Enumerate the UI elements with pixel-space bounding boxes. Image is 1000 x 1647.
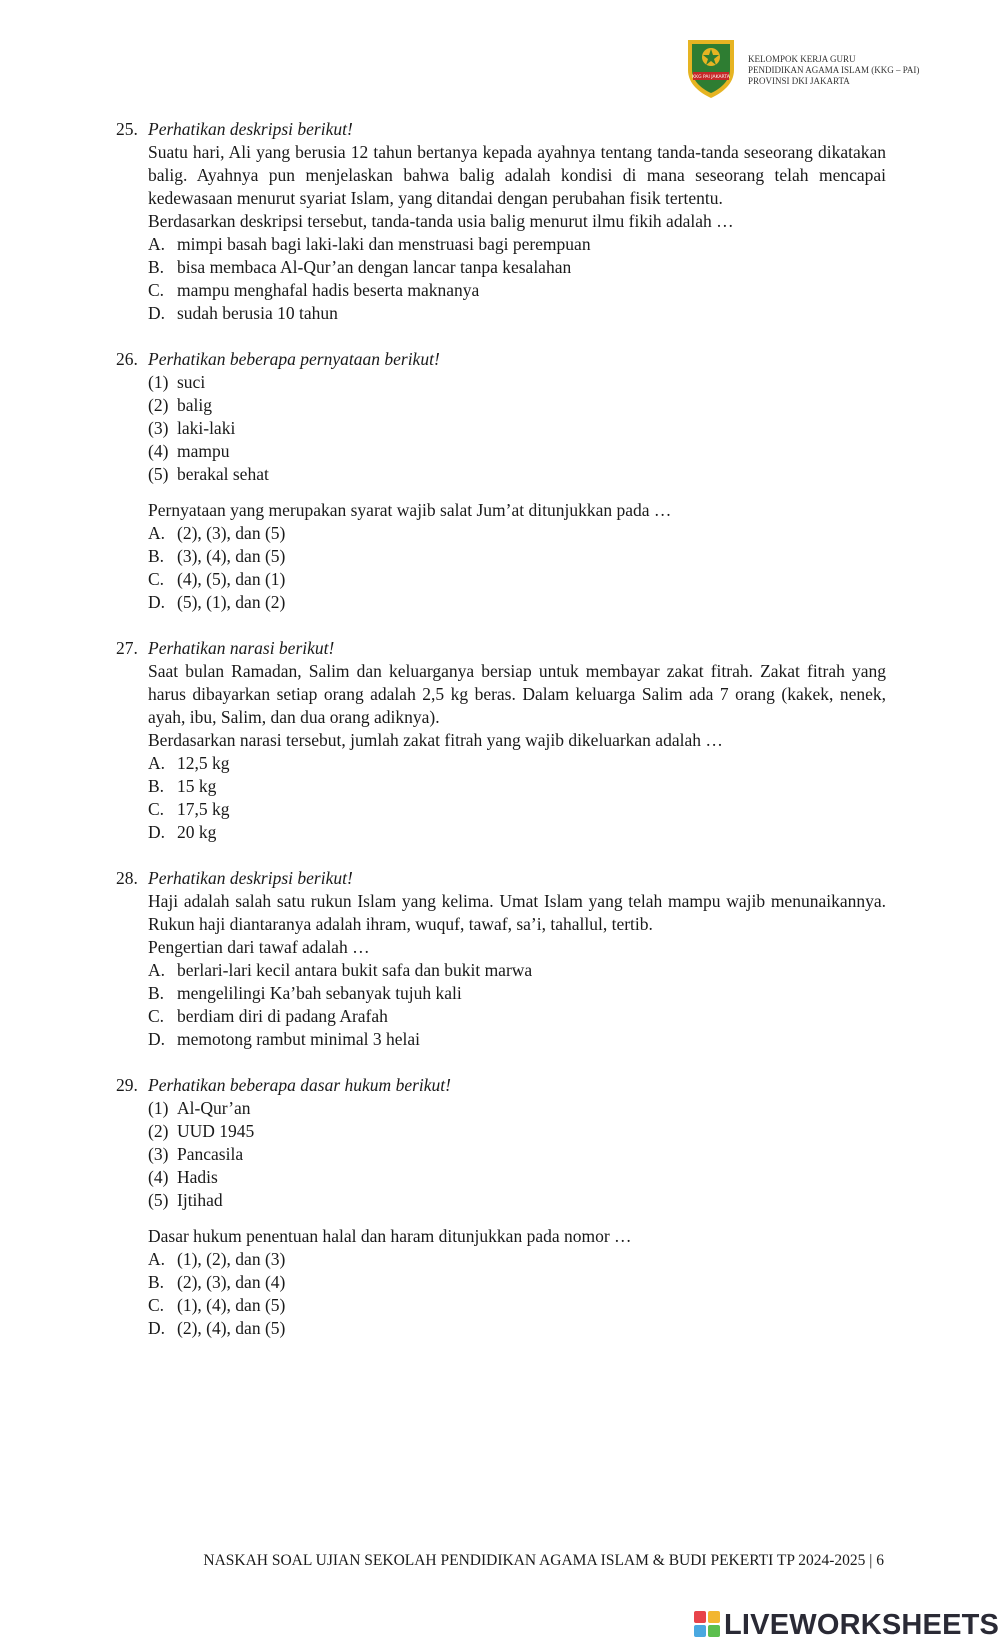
- statement-text: berakal sehat: [177, 464, 269, 484]
- statement-3: [148, 417, 886, 440]
- option-a[interactable]: [148, 1248, 886, 1271]
- statement-text: Ijtihad: [177, 1190, 223, 1210]
- option-text: mengelilingi Ka’bah sebanyak tujuh kali: [177, 983, 462, 1003]
- option-b[interactable]: [148, 256, 886, 279]
- statement-number: (4): [148, 441, 169, 461]
- header-line-3: PROVINSI DKI JAKARTA: [748, 76, 850, 86]
- option-letter: D.: [148, 822, 166, 842]
- document-header: [684, 36, 984, 102]
- statement-text: mampu: [177, 441, 230, 461]
- header-line-2: PENDIDIKAN AGAMA ISLAM (KKG – PAI): [748, 65, 920, 75]
- logo-text: KKG PAI JAKARTA: [692, 75, 730, 80]
- option-letter: A.: [148, 960, 166, 980]
- question-header: [116, 348, 886, 371]
- option-c[interactable]: [148, 1294, 886, 1317]
- statement-number: (2): [148, 395, 169, 415]
- option-text: 12,5 kg: [177, 753, 230, 773]
- option-d[interactable]: [148, 1317, 886, 1340]
- option-text: (5), (1), dan (2): [177, 592, 286, 612]
- page-footer: NASKAH SOAL UJIAN SEKOLAH PENDIDIKAN AGAMA ISLAM & BUDI PEKERTI TP 2024-2025 | 6: [203, 1552, 884, 1569]
- question-header: [116, 637, 886, 660]
- statement-number: (3): [148, 1144, 169, 1164]
- option-text: sudah berusia 10 tahun: [177, 303, 338, 323]
- statement-number: (1): [148, 1098, 169, 1118]
- question-paragraph: Suatu hari, Ali yang berusia 12 tahun bertanya kepada ayahnya tentang tanda-tanda seseorang dikatakan balig. Ayahnya pun menjelaskan bahwa balig adalah kondisi di mana seseorang telah mencapai kedewasaan menurut syariat Islam, yang ditandai dengan perubahan fisik tertentu.: [148, 142, 886, 208]
- statement-1: [148, 371, 886, 394]
- option-letter: D.: [148, 303, 166, 323]
- option-text: (3), (4), dan (5): [177, 546, 286, 566]
- question-title: Perhatikan beberapa pernyataan berikut!: [148, 349, 440, 369]
- statement-4: [148, 440, 886, 463]
- statement-2: [148, 394, 886, 417]
- statement-number: (5): [148, 1190, 169, 1210]
- option-text: (2), (3), dan (4): [177, 1272, 286, 1292]
- question-stem: Dasar hukum penentuan halal dan haram ditunjukkan pada nomor …: [148, 1226, 632, 1246]
- question-stem: Berdasarkan deskripsi tersebut, tanda-tanda usia balig menurut ilmu fikih adalah …: [148, 211, 734, 231]
- question-paragraph: Saat bulan Ramadan, Salim dan keluarganya bersiap untuk membayar zakat fitrah. Zakat fitrah yang harus dibayarkan setiap orang adalah 2,5 kg beras. Dalam keluarga Salim ada 7 orang (kakek, nenek, ayah, ibu, Salim, dan dua orang adiknya).: [148, 661, 886, 727]
- option-text: (4), (5), dan (1): [177, 569, 286, 589]
- option-d[interactable]: [148, 821, 886, 844]
- option-c[interactable]: [148, 1005, 886, 1028]
- option-text: (1), (2), dan (3): [177, 1249, 286, 1269]
- liveworksheets-text: LIVEWORKSHEETS: [724, 1609, 1000, 1641]
- option-letter: C.: [148, 1006, 165, 1026]
- question-header: [116, 867, 886, 890]
- question-number: 25.: [116, 119, 138, 139]
- statement-text: laki-laki: [177, 418, 236, 438]
- liveworksheets-logo-icon: [694, 1611, 720, 1637]
- option-letter: C.: [148, 799, 165, 819]
- statement-text: balig: [177, 395, 212, 415]
- question-number: 27.: [116, 638, 138, 658]
- option-text: bisa membaca Al-Qur’an dengan lancar tanpa kesalahan: [177, 257, 572, 277]
- option-a[interactable]: [148, 959, 886, 982]
- option-letter: D.: [148, 592, 166, 612]
- option-text: 15 kg: [177, 776, 217, 796]
- option-b[interactable]: [148, 1271, 886, 1294]
- question-title: Perhatikan deskripsi berikut!: [148, 868, 353, 888]
- question-header: [116, 118, 886, 141]
- option-b[interactable]: [148, 775, 886, 798]
- statement-number: (1): [148, 372, 169, 392]
- option-letter: C.: [148, 1295, 165, 1315]
- option-letter: A.: [148, 234, 166, 254]
- option-a[interactable]: [148, 752, 886, 775]
- option-letter: B.: [148, 257, 165, 277]
- option-b[interactable]: [148, 982, 886, 1005]
- statement-text: Pancasila: [177, 1144, 244, 1164]
- question-title: Perhatikan beberapa dasar hukum berikut!: [148, 1075, 451, 1095]
- option-letter: C.: [148, 280, 165, 300]
- header-line-1: KELOMPOK KERJA GURU: [748, 54, 856, 64]
- option-letter: B.: [148, 776, 165, 796]
- option-letter: D.: [148, 1318, 166, 1338]
- question-27: [116, 637, 886, 844]
- kkg-pai-logo-icon: [684, 36, 738, 100]
- statement-text: Hadis: [177, 1167, 218, 1187]
- option-d[interactable]: [148, 591, 886, 614]
- statement-number: (2): [148, 1121, 169, 1141]
- statement-number: (4): [148, 1167, 169, 1187]
- option-a[interactable]: [148, 233, 886, 256]
- question-number: 28.: [116, 868, 138, 888]
- option-letter: A.: [148, 1249, 166, 1269]
- question-29: [116, 1074, 886, 1340]
- option-letter: B.: [148, 1272, 165, 1292]
- option-letter: A.: [148, 753, 166, 773]
- question-number: 29.: [116, 1075, 138, 1095]
- option-text: 20 kg: [177, 822, 217, 842]
- option-letter: C.: [148, 569, 165, 589]
- option-c[interactable]: [148, 798, 886, 821]
- option-text: (2), (4), dan (5): [177, 1318, 286, 1338]
- option-d[interactable]: [148, 1028, 886, 1051]
- option-text: (2), (3), dan (5): [177, 523, 286, 543]
- option-letter: B.: [148, 983, 165, 1003]
- statement-4: [148, 1166, 886, 1189]
- question-header: [116, 1074, 886, 1097]
- question-stem: Pengertian dari tawaf adalah …: [148, 937, 370, 957]
- question-paragraph: Haji adalah salah satu rukun Islam yang kelima. Umat Islam yang telah mampu wajib menunaikannya. Rukun haji diantaranya adalah ihram, wuquf, tawaf, sa’i, tahallul, tertib.: [148, 891, 886, 934]
- option-letter: A.: [148, 523, 166, 543]
- header-text: [748, 54, 919, 87]
- question-stem: Pernyataan yang merupakan syarat wajib salat Jum’at ditunjukkan pada …: [148, 500, 672, 520]
- question-28: [116, 867, 886, 1051]
- statement-text: suci: [177, 372, 206, 392]
- question-number: 26.: [116, 349, 138, 369]
- option-a[interactable]: [148, 522, 886, 545]
- statement-2: [148, 1120, 886, 1143]
- statement-text: UUD 1945: [177, 1121, 255, 1141]
- statement-5: [148, 1189, 886, 1212]
- question-title: Perhatikan narasi berikut!: [148, 638, 335, 658]
- option-letter: D.: [148, 1029, 166, 1049]
- option-text: mimpi basah bagi laki-laki dan menstruasi bagi perempuan: [177, 234, 591, 254]
- option-text: memotong rambut minimal 3 helai: [177, 1029, 421, 1049]
- option-text: 17,5 kg: [177, 799, 230, 819]
- option-text: mampu menghafal hadis beserta maknanya: [177, 280, 480, 300]
- option-c[interactable]: [148, 568, 886, 591]
- option-letter: B.: [148, 546, 165, 566]
- option-d[interactable]: [148, 302, 886, 325]
- statement-number: (3): [148, 418, 169, 438]
- statement-1: [148, 1097, 886, 1120]
- option-text: (1), (4), dan (5): [177, 1295, 286, 1315]
- liveworksheets-watermark: [694, 1608, 1000, 1642]
- option-text: berdiam diri di padang Arafah: [177, 1006, 388, 1026]
- statement-5: [148, 463, 886, 486]
- option-text: berlari-lari kecil antara bukit safa dan bukit marwa: [177, 960, 533, 980]
- option-c[interactable]: [148, 279, 886, 302]
- statement-3: [148, 1143, 886, 1166]
- question-25: [116, 118, 886, 325]
- exam-content: [116, 118, 886, 1363]
- question-title: Perhatikan deskripsi berikut!: [148, 119, 353, 139]
- option-b[interactable]: [148, 545, 886, 568]
- question-26: [116, 348, 886, 614]
- statement-number: (5): [148, 464, 169, 484]
- statement-text: Al-Qur’an: [177, 1098, 251, 1118]
- question-stem: Berdasarkan narasi tersebut, jumlah zakat fitrah yang wajib dikeluarkan adalah …: [148, 730, 723, 750]
